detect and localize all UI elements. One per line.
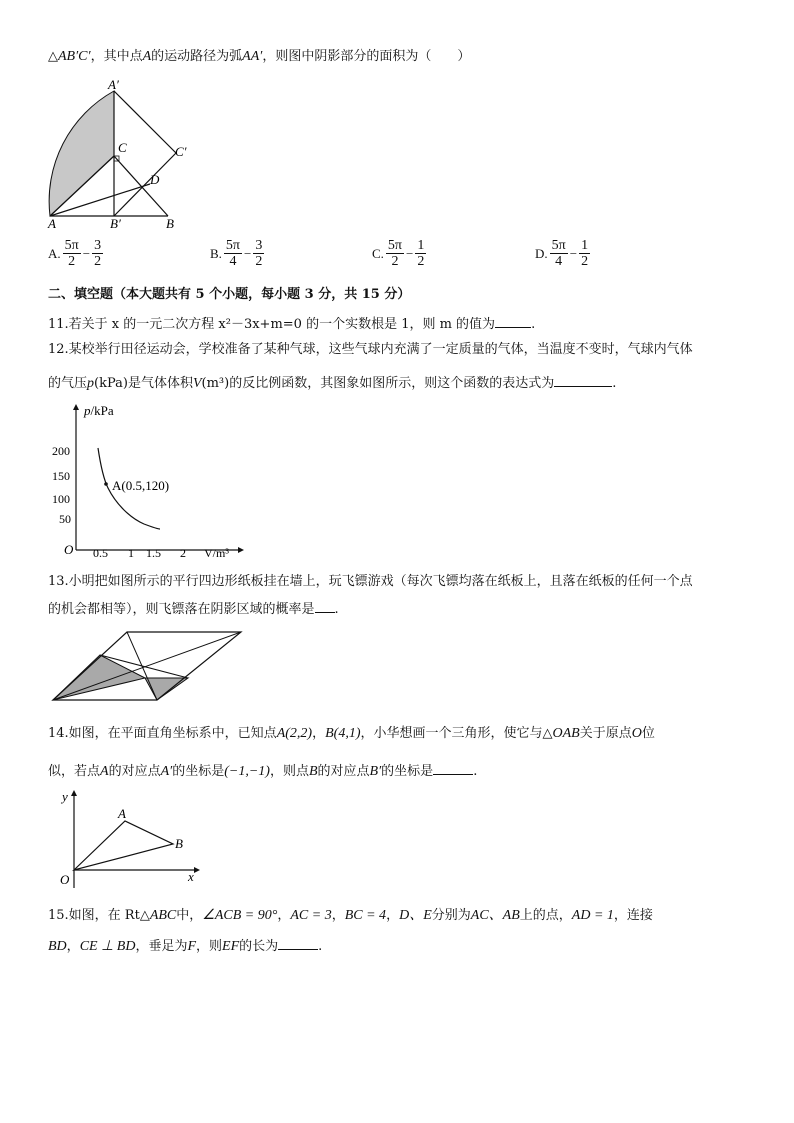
label-b-prime: B′ [110,216,121,228]
q12-unit-m3: (m³) [201,376,230,391]
q14-point-a: A [276,726,286,741]
q13-parallelogram-figure [48,628,248,704]
y-tick-150: 150 [52,469,70,483]
question-15-line1 [48,907,653,925]
numerator: 1 [417,238,425,253]
q14-text-c: 关于原点 [579,726,632,741]
minus-sign: − [244,245,252,261]
diagonal-1 [53,632,241,700]
x-tick-1: 1 [128,546,134,560]
fraction [253,238,264,269]
y-axis-label: p/kPa [84,403,114,418]
question-13-line1: 13.小明把如图所示的平行四边形纸板挂在墙上，玩飞镖游戏（每次飞镖均落在纸板上，且落在纸板的任何一个点 [48,574,693,589]
label-a: A [48,216,56,228]
option-label: B. [210,245,222,261]
x-axis-arrow [238,547,244,553]
q15-ad: AD = 1 [571,908,614,923]
q15-segments: AC、AB [470,908,520,923]
q12-end: . [612,376,617,391]
x-tick-1-5: 1.5 [146,546,161,560]
q14-text-2d: ，则点 [269,764,309,779]
x-axis-label: x [188,869,194,884]
q15-points-de: D、E [399,908,432,923]
q12-text-a: 的气压 [48,376,88,391]
fraction [579,238,590,269]
option-label: C. [372,245,384,261]
q14-triangle: OAB [552,726,580,741]
q11-end: . [531,317,536,332]
q14-text-2e: 的对应点 [317,764,370,779]
origin-label: O [60,872,70,887]
q15-end: . [318,939,323,954]
minus-sign: − [406,245,414,261]
q14-text-d: 位 [641,726,655,741]
answer-blank[interactable] [433,761,473,775]
numerator: 5π [551,238,566,253]
question-11 [48,314,535,334]
denominator: 2 [417,254,425,269]
q15-text-2c: ，垂足为 [135,939,188,954]
q14-text-2c: 的坐标是 [172,764,225,779]
q15-triangle: ABC [149,908,177,923]
q12-unit-kpa: (kPa) [94,376,128,391]
q10-point-a: A [142,49,152,64]
numerator: 3 [94,238,102,253]
q13-end: . [334,602,339,617]
question-15-line2 [48,936,322,956]
label-d: D [150,172,160,187]
q15-text-b: 中， [176,908,203,923]
answer-blank[interactable] [495,314,531,328]
q15-text-f: ，连接 [613,908,653,923]
option-label: D. [535,245,548,261]
x-tick-0-5: 0.5 [93,546,108,560]
answer-blank[interactable] [278,936,318,950]
q10-text-c: 的运动路径为弧 [151,49,243,64]
q15-text-a: 15.如图，在 Rt△ [48,908,150,923]
q14-text-2f: 的坐标是 [381,764,434,779]
q14-text-b: ，小华想画一个三角形，使它与△ [360,726,553,741]
q15-angle: ∠ACB = 90° [202,908,278,923]
fraction [550,238,568,269]
denominator: 4 [229,254,237,269]
fraction [415,238,426,269]
label-b: B [166,216,174,228]
shaded-triangle-right [145,678,188,700]
triangle-name: AB′C′ [58,49,91,64]
point-a [104,482,108,486]
q14-point-a2: A [100,764,109,779]
question-13-line2 [48,599,339,619]
minus-sign: − [569,245,578,261]
denominator: 2 [68,254,76,269]
q14-point-a-prime: A′ [160,764,173,779]
option-label: A. [48,245,61,261]
y-axis-label: y [62,789,68,804]
q15-point-f: F [187,939,197,954]
y-axis-arrow [73,404,79,410]
q15-text-2e: 的长为 [239,939,279,954]
q14-point-b2: B [308,764,318,779]
q15-bd: BD [48,939,67,954]
option-c[interactable] [372,238,426,269]
q12-pressure-volume-graph [48,402,248,564]
point-a-label: A(0.5,120) [112,478,170,493]
question-14-line2 [48,761,477,781]
y-axis-arrow [71,790,77,796]
label-c-prime: C′ [175,144,187,159]
q12-text-b: 是气体体积 [127,376,193,391]
q14-text-2b: 的对应点 [108,764,161,779]
q12-var-v: V [192,376,202,391]
triangle-oab [74,821,173,870]
segment-c-prime-b-prime [114,153,176,216]
q10-intro [48,48,470,66]
origin-label: O [64,542,74,557]
denominator: 4 [555,254,563,269]
q10-rotation-figure [38,78,218,228]
question-12-line2 [48,373,616,393]
q10-arc-name: AA′ [242,49,263,64]
denominator: 2 [94,254,102,269]
q15-ce-perp: CE ⊥ BD [79,939,136,954]
option-b[interactable] [210,238,264,269]
q14-point-b-prime: B′ [369,764,382,779]
shaded-triangle-left [53,655,145,700]
q14-text-a: 14.如图，在平面直角坐标系中，已知点 [48,726,277,741]
q15-ef: EF [222,939,240,954]
q15-text-c: ， [386,908,400,923]
q12-var-p: p [87,376,95,391]
question-12-line1: 12.某校举行田径运动会，学校准备了某种气球，这些气球内充满了一定质量的气体，当温度不变时，气球内气体 [48,342,693,357]
q10-text-a: ，其中点 [90,49,143,64]
answer-blank[interactable] [554,373,612,387]
x-tick-2: 2 [180,546,186,560]
numerator: 1 [581,238,589,253]
label-a-prime: A′ [108,78,119,92]
q14-a-prime-coord: (−1,−1) [224,764,270,779]
numerator: 5π [225,238,240,253]
q14-coordinate-figure [48,788,208,892]
q14-a-coord: (2,2) [285,726,313,741]
q14-origin: O [631,726,642,741]
label-a: A [118,806,126,821]
q14-point-b: B [325,726,334,741]
fraction [224,238,242,269]
section-heading: 二、填空题（本大题共有 5 个小题，每小题 3 分，共 15 分） [48,287,411,302]
q15-sep: ， [331,908,345,923]
triangle-symbol: △ [48,49,58,64]
fraction [386,238,404,269]
q15-sep: ， [277,908,291,923]
minus-sign: − [82,245,91,261]
denominator: 2 [581,254,589,269]
denominator: 2 [391,254,399,269]
fraction [92,238,103,269]
x-axis-arrow [194,867,200,873]
x-axis-label: V/m³ [204,546,229,560]
q14-sep: ， [312,726,326,741]
q15-ac: AC = 3 [290,908,332,923]
y-tick-50: 50 [59,512,71,526]
option-a[interactable] [48,238,103,269]
q15-text-d: 分别为 [431,908,471,923]
q14-b-coord: (4,1) [333,726,361,741]
q13-text: 的机会都相等），则飞镖落在阴影区域的概率是 [48,602,315,617]
q10-text-e: ，则图中阴影部分的面积为（ ） [262,49,471,64]
option-d[interactable] [535,238,590,269]
question-14-line1 [48,725,655,743]
label-c: C [118,140,127,155]
q12-text-c: 的反比例函数，其图象如图所示，则这个函数的表达式为 [229,376,555,391]
denominator: 2 [255,254,263,269]
fraction [63,238,81,269]
shaded-sector [49,91,114,216]
q15-text-2b: ， [66,939,80,954]
q15-bc: BC = 4 [344,908,387,923]
q11-text: 11.若关于 x 的一元二次方程 x²－3x+m=0 的一个实数根是 1，则 m 的值为 [48,317,496,332]
label-b: B [175,836,183,851]
numerator: 5π [387,238,402,253]
numerator: 3 [255,238,263,253]
numerator: 5π [64,238,79,253]
q15-text-e: 上的点， [519,908,572,923]
q14-text-2a: 似，若点 [48,764,101,779]
y-tick-100: 100 [52,492,70,506]
q14-end: . [473,764,478,779]
y-tick-200: 200 [52,444,70,458]
answer-blank[interactable] [315,599,335,613]
q15-text-2d: ，则 [196,939,223,954]
